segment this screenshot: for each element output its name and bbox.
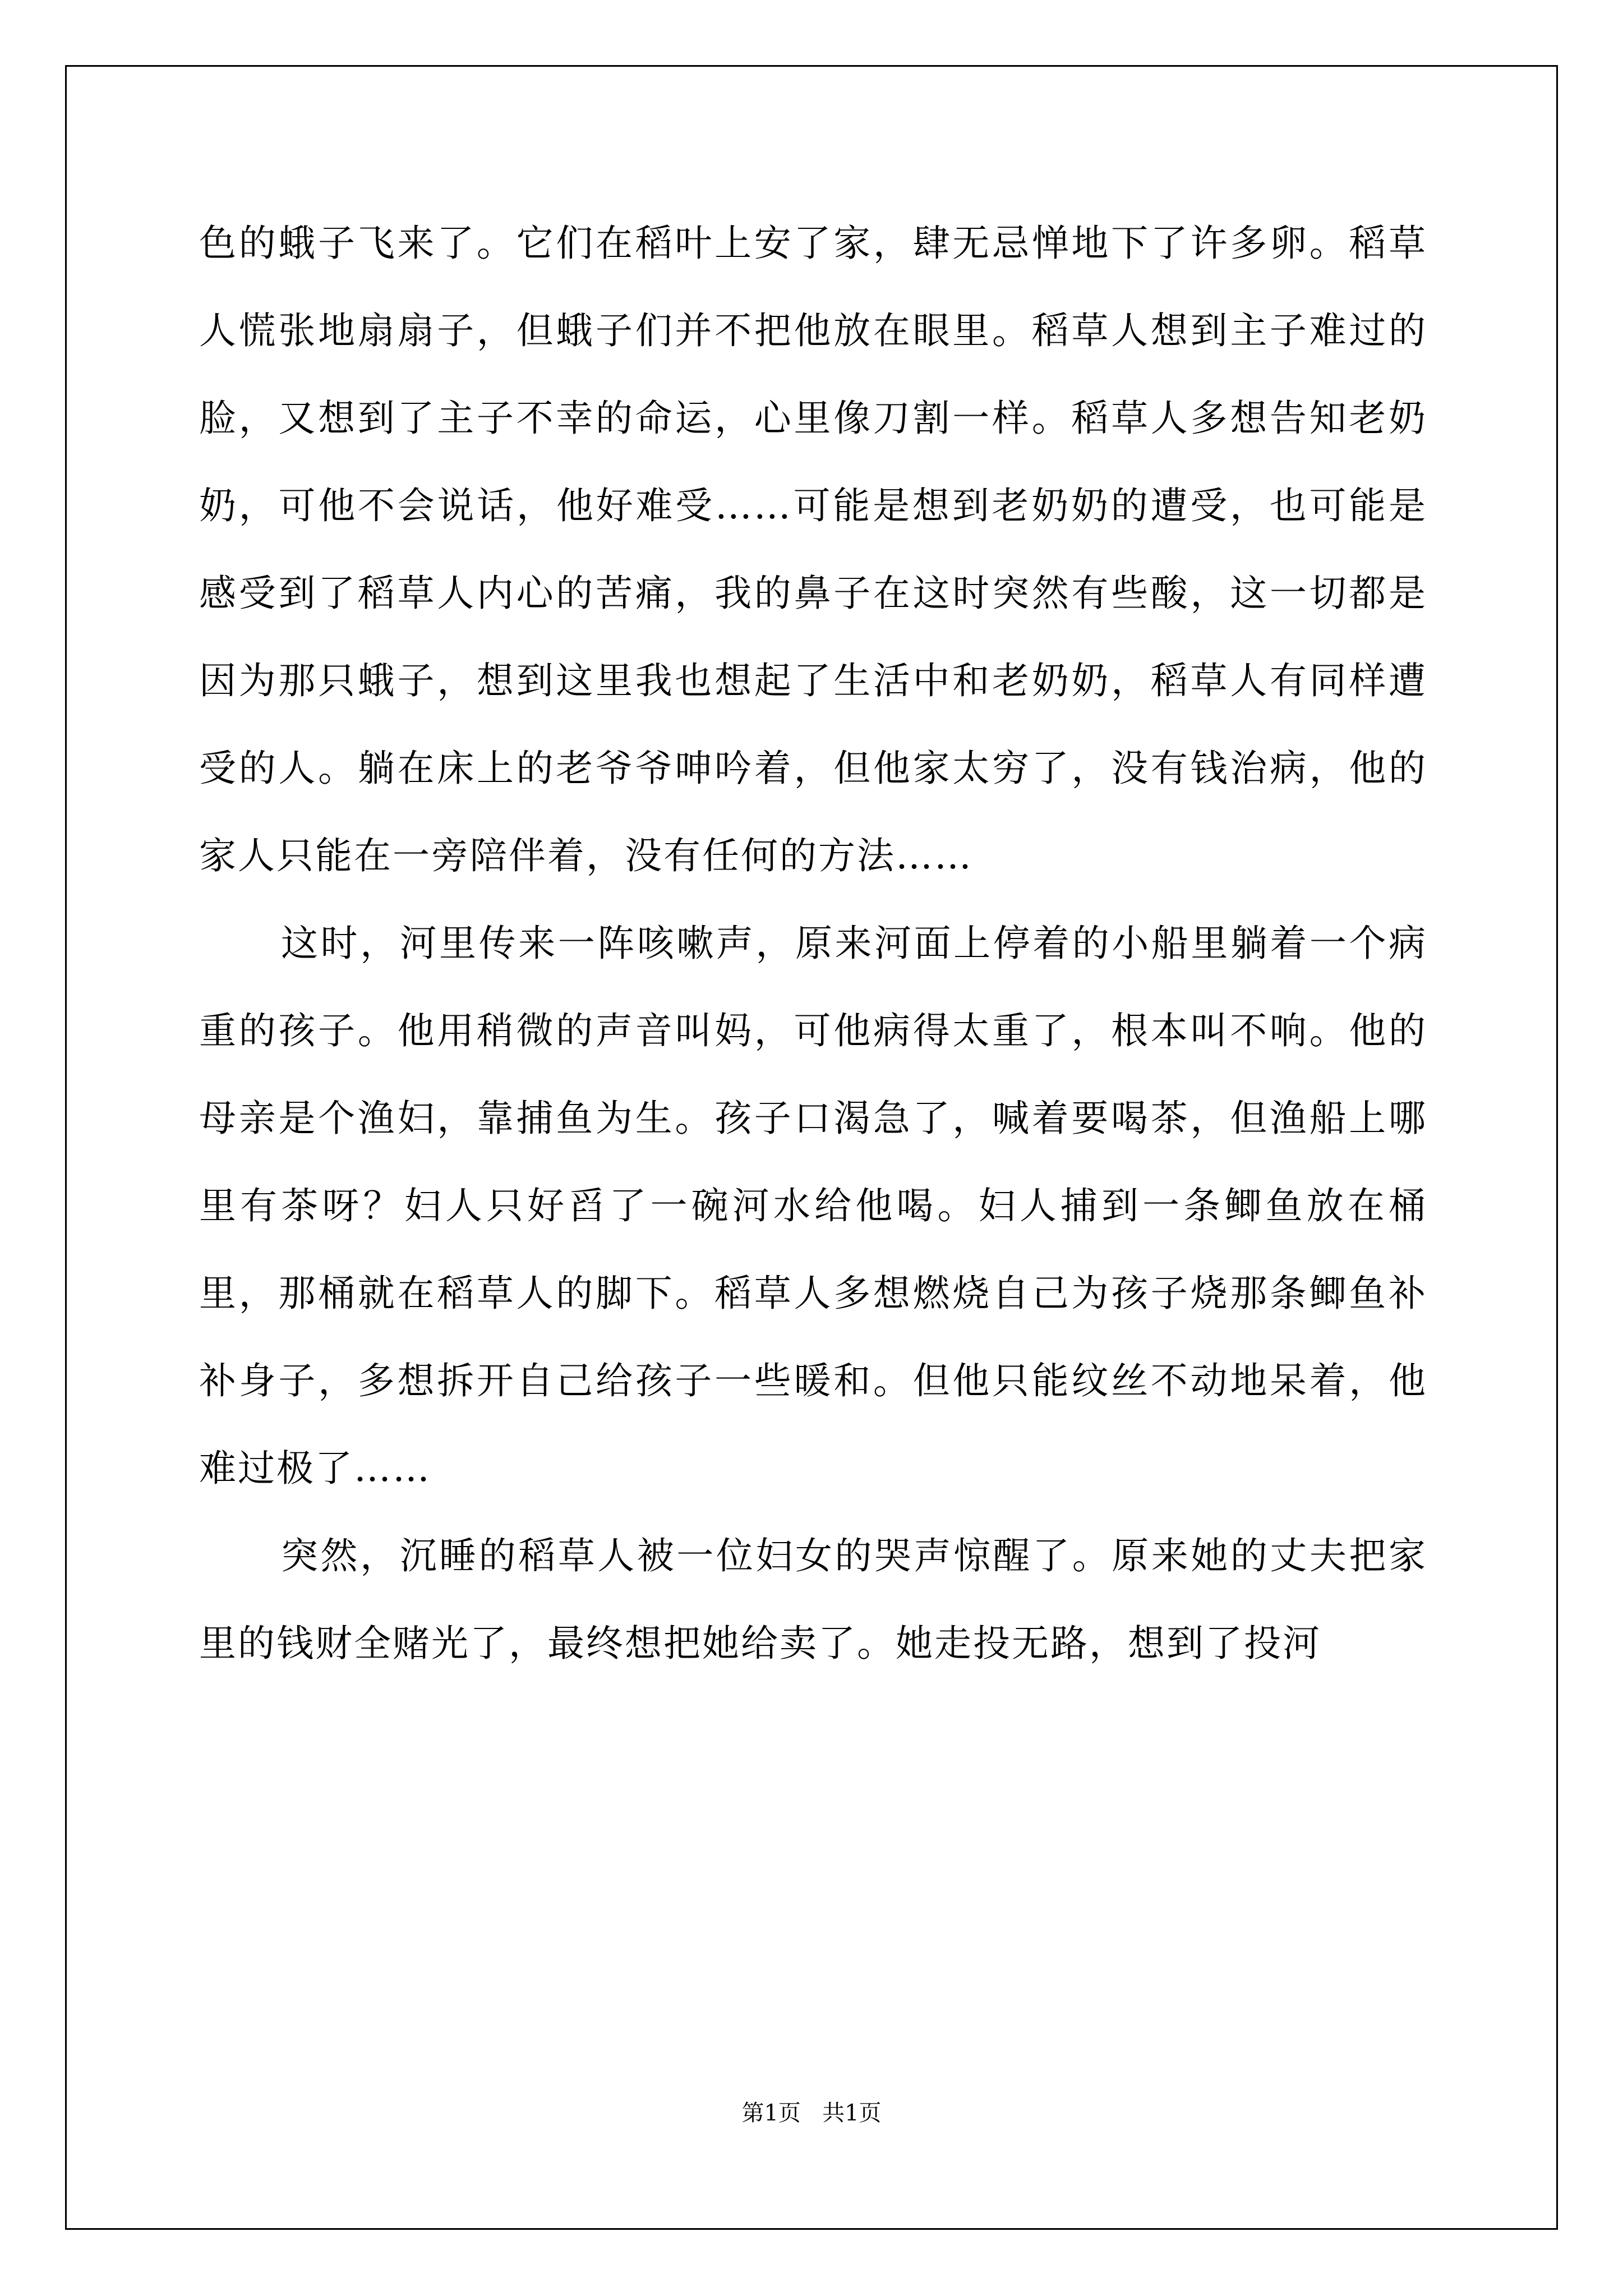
paragraph-1: 色的蛾子飞来了。它们在稻叶上安了家，肆无忌惮地下了许多卵。稻草人慌张地扇扇子，但蛾子们并不把他放在眼里。稻草人想到主子难过的脸，又想到了主子不幸的命运，心里像刀割一样。稻草人多想告知老奶奶，可他不会说话，他好难受……可能是想到老奶奶的遭受，也可能是感受到了稻草人内心的苦痛，我的鼻子在这时突然有些酸，这一切都是因为那只蛾子，想到这里我也想起了生活中和老奶奶，稻草人有同样遭受的人。躺在床上的老爷爷呻吟着，但他家太穷了，没有钱治病，他的家人只能在一旁陪伴着，没有任何的方法…… (199, 222, 1427, 877)
paragraph-3: 突然，沉睡的稻草人被一位妇女的哭声惊醒了。原来她的丈夫把家里的钱财全赌光了，最终想把她给卖了。她走投无路，想到了投河 (199, 1534, 1427, 1665)
document-body (199, 200, 1427, 1687)
page-footer (0, 2095, 1623, 2127)
paragraph-2: 这时，河里传来一阵咳嗽声，原来河面上停着的小船里躺着一个病重的孩子。他用稍微的声音叫妈，可他病得太重了，根本叫不响。他的母亲是个渔妇，靠捕鱼为生。孩子口渴急了，喊着要喝茶，但渔船上哪里有茶呀？妇人只好舀了一碗河水给他喝。妇人捕到一条鲫鱼放在桶里，那桶就在稻草人的脚下。稻草人多想燃烧自己为孩子烧那条鲫鱼补补身子，多想拆开自己给孩子一些暖和。但他只能纹丝不动地呆着，他难过极了…… (199, 922, 1427, 1490)
page-number: 第1页 (741, 2100, 801, 2126)
page-total: 共1页 (822, 2100, 882, 2126)
